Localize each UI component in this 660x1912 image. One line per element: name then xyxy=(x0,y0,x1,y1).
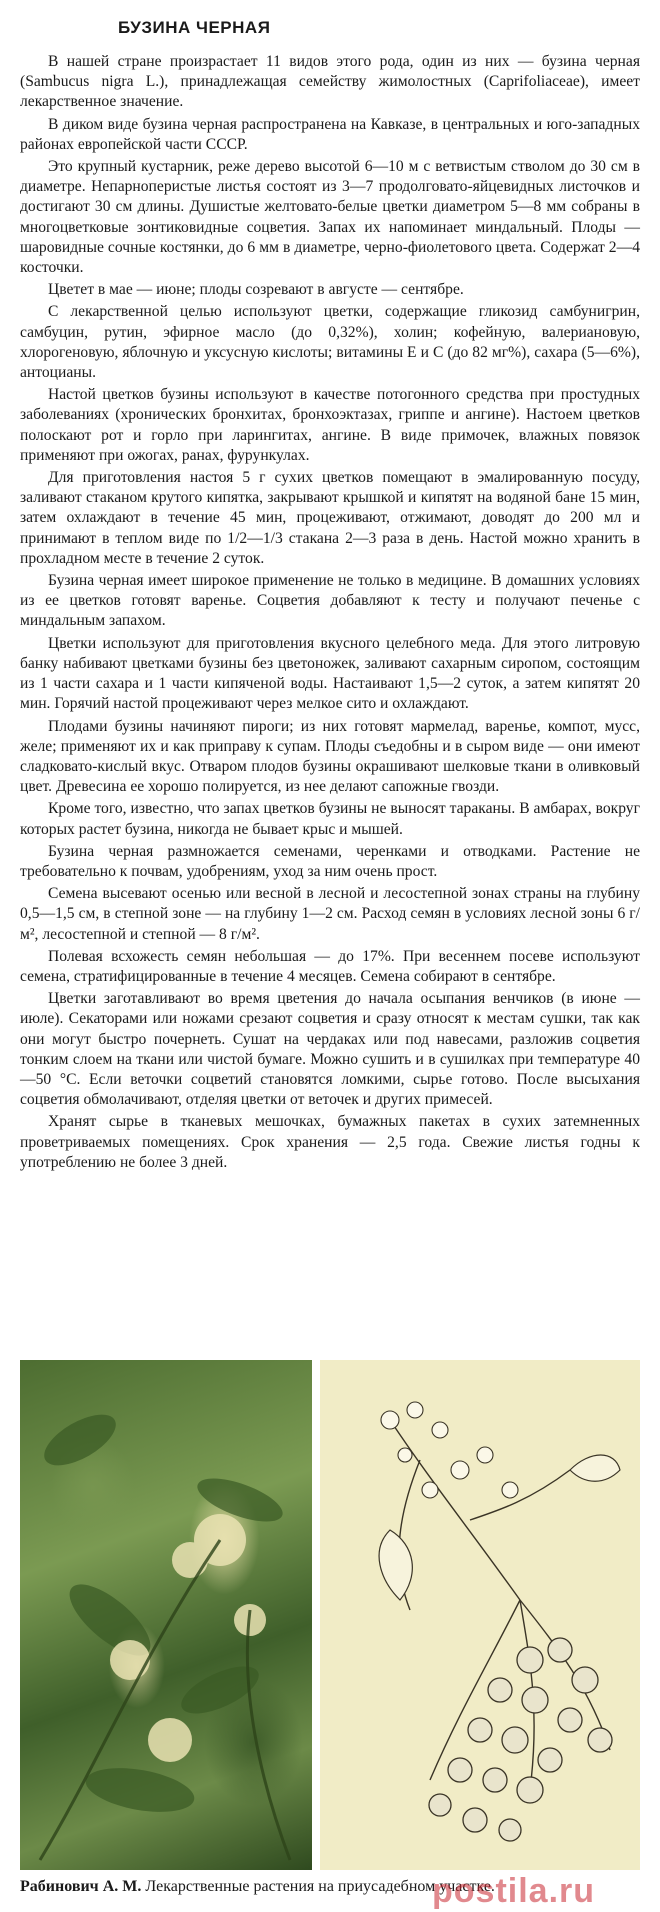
paragraph: Бузина черная размножается семенами, черенками и отводками. Растение не требовательно к почвам, удобрениям, уход за ним очень прост. xyxy=(20,842,640,880)
paragraph: Полевая всхожесть семян небольшая — до 17%. При весеннем посеве используют семена, стратифицированные в течение 4 месяцев. Семена собирают в сентябре. xyxy=(20,947,640,985)
paragraph: С лекарственной целью используют цветки, содержащие гликозид самбунигрин, самбуцин, рутин, эфирное масло (до 0,32%), холин; кофейную, валериановую, хлорогеновую, яблочную и уксусную кислоты; витамины Е и С (до 82 мг%), сахара (5—6%), антоцианы. xyxy=(20,303,640,382)
paragraph: Плодами бузины начиняют пироги; из них готовят мармелад, варенье, компот, мусс, желе; применяют их и как приправу к супам. Плоды съедобны и в сыром виде — они имеют сладковато-кислый вкус. Отваром плодов бузины окрашивают шелковые ткани в оливковый цвет. Древесина ее хорошо полируется, из нее делают сапожные гвозди. xyxy=(20,717,640,796)
article-title: БУЗИНА ЧЕРНАЯ xyxy=(118,18,271,37)
paragraph: Для приготовления настоя 5 г сухих цветков помещают в эмалированную посуду, заливают стаканом крутого кипятка, закрывают крышкой и кипятят на водяной бане 15 мин, затем охлаждают в течение 45 мин, процеживают, отжимают, доводят до 200 мл и принимают в теплом виде по 1/2—1/3 стакана 2—3 раза в день. Настой можно хранить в прохладном месте в течение 2 суток. xyxy=(20,469,640,567)
paragraph: Цветки заготавливают во время цветения до начала осыпания венчиков (в июне — июле). Секаторами или ножами срезают соцветия и сразу относят к местам сушки, так как они могут быстро почернеть. Сушат на чердаках или под навесами, разложив соцветия тонким слоем на ткани или чистой бумаге. Можно сушить и в сушилках при температуре 40—50 °С. Если веточки соцветий становятся ломкими, сырье готово. После высыхания соцветия обмолачивают, отделяя цветки от веточек и других примесей. xyxy=(20,990,640,1109)
paragraph: Семена высевают осенью или весной в лесной и лесостепной зонах страны на глубину 0,5—1,5 см, в степной зоне — на глубину 1—2 см. Расход семян в условиях лесной зоны 6 г/м², лесостепной и степной — 8 г/м². xyxy=(20,885,640,943)
paragraph: Настой цветков бузины используют в качестве потогонного средства при простудных заболеваниях (хронических бронхитах, бронхоэктазах, гриппе и ангине). Настоем цветков полоскают рот и горло при ларингитах, ангине. В виде примочек, влажных повязок применяют при ожогах, ранах, фурункулах. xyxy=(20,386,640,464)
article-body xyxy=(20,52,640,1173)
paragraph: Цветки используют для приготовления вкусного целебного меда. Для этого литровую банку набивают цветками бузины без цветоножек, заливают сахарным сиропом, состоящим из 1 части сахара и 1 части кипяченой воды. Настаивают 1,5—2 суток, а затем кипятят 20 мин. Горячий настой процеживают через мелкое сито и охлаждают. xyxy=(20,634,640,713)
paragraph: Кроме того, известно, что запах цветков бузины не выносят тараканы. В амбарах, вокруг которых растет бузина, никогда не бывает крыс и мышей. xyxy=(20,800,640,838)
paragraph: Хранят сырье в тканевых мешочках, бумажных пакетах в сухих затемненных проветриваемых помещениях. Срок хранения — 2,5 года. Свежие листья годны к употреблению не более 3 дней. xyxy=(20,1113,640,1171)
paragraph: В нашей стране произрастает 11 видов этого рода, один из них — бузина черная (Sambucus nigra L.), принадлежащая семейству жимолостных (Caprifoliaceae), имеет лекарственное значение. xyxy=(20,53,640,111)
elderberry-illustration xyxy=(320,1360,640,1870)
botanical-drawing xyxy=(320,1360,640,1870)
caption-author: Рабинович А. М. xyxy=(20,1878,142,1895)
paragraph: В диком виде бузина черная распространена на Кавказе, в центральных и юго-западных районах европейской части СССР. xyxy=(20,115,640,153)
elderberry-photo xyxy=(20,1360,312,1870)
paragraph: Бузина черная имеет широкое применение не только в медицине. В домашних условиях из ее цветков готовят варенье. Соцветия добавляют к тесту и получают печенье с миндальным запахом. xyxy=(20,572,640,630)
paragraph: Цветет в мае — июне; плоды созревают в августе — сентябре. xyxy=(48,281,464,299)
site-watermark: postila.ru xyxy=(432,1872,596,1910)
photo-foliage-graphic xyxy=(20,1360,312,1870)
caption-work: Лекарственные растения на приусадебном участке. xyxy=(145,1878,495,1895)
paragraph: Это крупный кустарник, реже дерево высотой 6—10 м с ветвистым стволом до 30 см в диаметре. Непарноперистые листья состоят из 3—7 продолговато-яйцевидных листочков и достигают 30 см длины. Душистые желтовато-белые цветки диаметром 5—8 мм собраны в многоцветковые зонтиковидные соцветия. Запах их напоминает миндальный. Плоды — шаровидные сочные костянки, до 6 мм в диаметре, черно-фиолетового цвета. Содержат 2—4 косточки. xyxy=(20,158,640,277)
